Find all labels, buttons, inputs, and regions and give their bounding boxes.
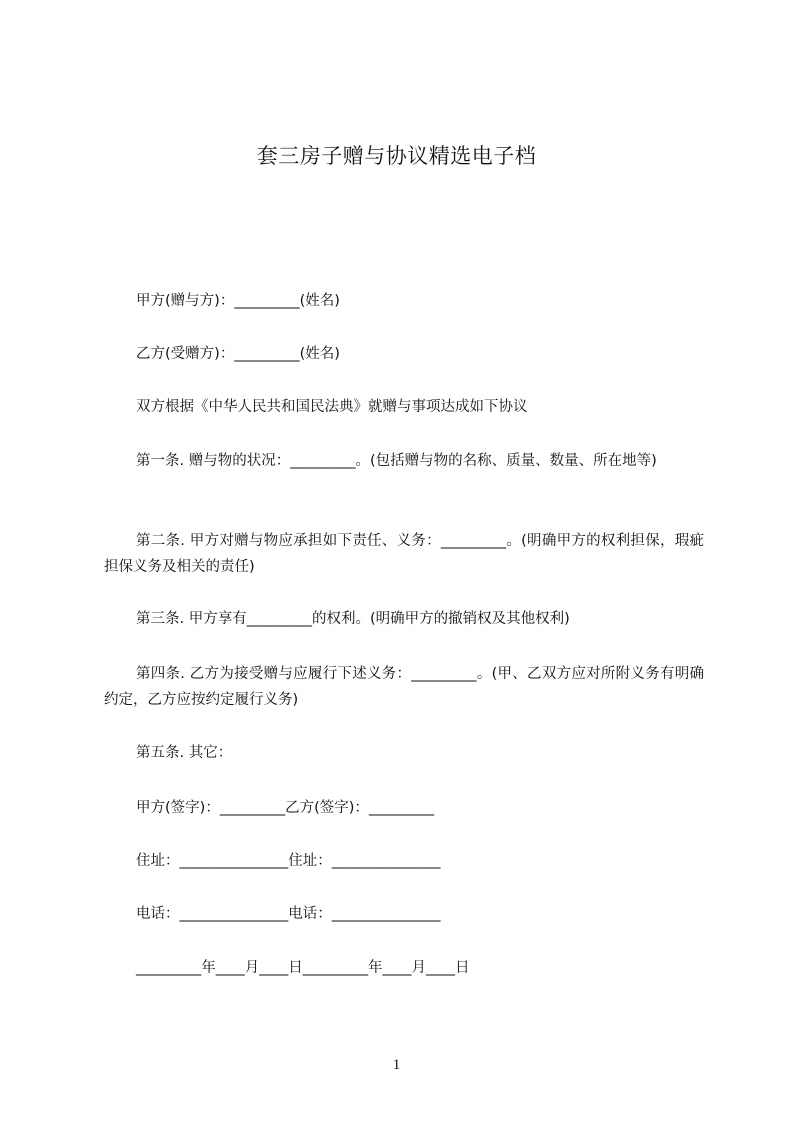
article-4-paragraph: 第四条. 乙方为接受赠与应履行下述义务：_________。(甲、乙双方应对所附义务有明确约定，乙方应按约定履行义务) <box>104 666 704 708</box>
signature-line: 甲方(签字)：_________乙方(签字)：_________ <box>136 800 435 816</box>
article-2-paragraph: 第二条. 甲方对赠与物应承担如下责任、义务：_________。(明确甲方的权利担保，瑕疵担保义务及相关的责任) <box>104 533 704 575</box>
date-line: _________年____月____日_________年____月____日 <box>136 960 470 976</box>
party-b-line: 乙方(受赠方)：_________(姓名) <box>136 346 340 362</box>
page-number: 1 <box>392 1057 401 1073</box>
document-title: 套三房子赠与协议精选电子档 <box>256 144 537 168</box>
party-a-line: 甲方(赠与方)：_________(姓名) <box>136 293 340 309</box>
article-5-paragraph: 第五条. 其它： <box>136 745 233 761</box>
intro-paragraph: 双方根据《中华人民共和国民法典》就赠与事项达成如下协议 <box>136 399 528 415</box>
address-line: 住址：_______________住址：_______________ <box>136 853 441 869</box>
article-3-paragraph: 第三条. 甲方享有_________的权利。(明确甲方的撤销权及其他权利) <box>136 611 570 627</box>
phone-line: 电话：_______________电话：_______________ <box>136 906 441 922</box>
article-1-paragraph: 第一条. 赠与物的状况：_________。(包括赠与物的名称、质量、数量、所在地等) <box>136 453 657 469</box>
